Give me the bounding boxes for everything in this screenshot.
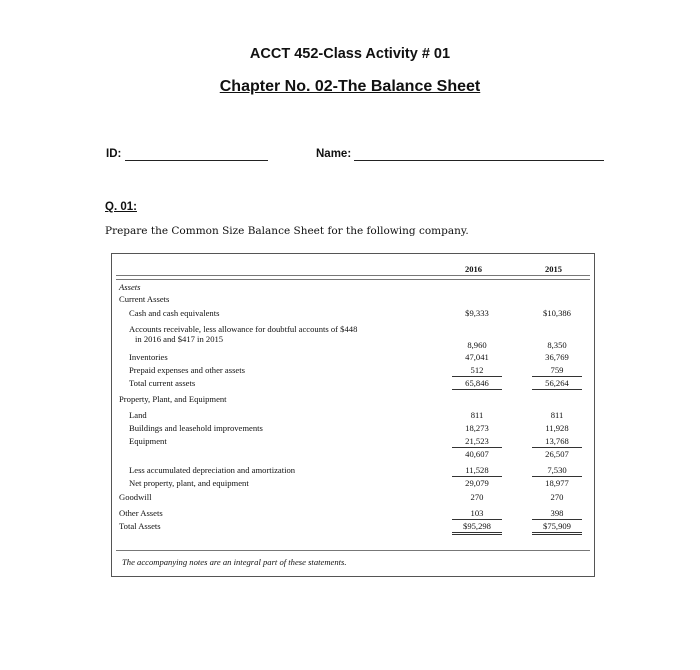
row-label: Total Assets (119, 521, 161, 531)
row-label: Cash and cash equivalents (129, 308, 220, 318)
value-2015: 8,350 (547, 340, 567, 350)
year-header-2016: 2016 (465, 264, 482, 274)
row-label: in 2016 and $417 in 2015 (135, 334, 224, 344)
table-row (112, 340, 594, 351)
row-label: Land (129, 410, 147, 420)
value-2016: 21,523 (452, 436, 502, 448)
name-input-line[interactable] (354, 160, 604, 161)
footer-rule (116, 550, 590, 551)
value-2015: $10,386 (543, 308, 571, 318)
value-2016: 11,528 (452, 465, 502, 477)
table-row (112, 378, 594, 389)
table-row (112, 521, 594, 532)
value-2015: $75,909 (532, 521, 582, 535)
value-2016: 18,273 (465, 423, 489, 433)
table-row (112, 308, 594, 319)
row-label: Property, Plant, and Equipment (119, 394, 227, 404)
row-label: Inventories (129, 352, 168, 362)
table-row (112, 352, 594, 363)
value-2016: 29,079 (465, 478, 489, 488)
year-header-2015: 2015 (545, 264, 562, 274)
value-2016: $95,298 (452, 521, 502, 535)
name-label: Name: (316, 148, 352, 160)
value-2015: 11,928 (545, 423, 569, 433)
table-row (112, 436, 594, 447)
table-row (112, 294, 594, 305)
value-2015: 7,530 (532, 465, 582, 477)
value-2015: 759 (532, 365, 582, 377)
row-label: Other Assets (119, 508, 163, 518)
table-row (112, 492, 594, 503)
row-label: Prepaid expenses and other assets (129, 365, 245, 375)
table-row (112, 449, 594, 460)
value-2015: 13,768 (532, 436, 582, 448)
balance-sheet-statement (111, 253, 595, 577)
value-2015: 36,769 (545, 352, 569, 362)
table-row (112, 508, 594, 519)
value-2015: 811 (550, 410, 564, 420)
header-rule (116, 275, 590, 276)
question-instruction: Prepare the Common Size Balance Sheet for the following company. (105, 225, 469, 237)
row-label: Net property, plant, and equipment (129, 478, 249, 488)
value-2016: 65,846 (452, 378, 502, 390)
table-row (112, 394, 594, 405)
row-label: Buildings and leasehold improvements (129, 423, 263, 433)
value-2016: 103 (452, 508, 502, 520)
id-label: ID: (106, 148, 122, 160)
table-row (112, 282, 594, 293)
row-label: Goodwill (119, 492, 152, 502)
table-row (112, 410, 594, 421)
table-row (112, 423, 594, 434)
value-2016: 47,041 (465, 352, 489, 362)
value-2015: 18,977 (545, 478, 569, 488)
table-row (112, 478, 594, 489)
header-rule-secondary (116, 279, 590, 280)
row-label: Current Assets (119, 294, 170, 304)
id-input-line[interactable] (125, 160, 268, 161)
row-label: Equipment (129, 436, 167, 446)
row-label: Assets (119, 282, 141, 292)
value-2016: 40,607 (465, 449, 489, 459)
value-2016: 8,960 (467, 340, 487, 350)
value-2015: 270 (550, 492, 564, 502)
value-2015: 398 (532, 508, 582, 520)
value-2016: 270 (470, 492, 484, 502)
statement-footnote: The accompanying notes are an integral part of these statements. (122, 557, 347, 567)
value-2015: 26,507 (545, 449, 569, 459)
chapter-heading: Chapter No. 02-The Balance Sheet (219, 78, 481, 95)
question-number: Q. 01: (105, 201, 137, 213)
row-label: Less accumulated depreciation and amortization (129, 465, 296, 475)
value-2016: 811 (470, 410, 484, 420)
value-2016: 512 (452, 365, 502, 377)
value-2016: $9,333 (465, 308, 489, 318)
table-row (112, 465, 594, 476)
row-label: Accounts receivable, less allowance for doubtful accounts of $448 (129, 324, 358, 334)
table-row (112, 365, 594, 376)
value-2015: 56,264 (532, 378, 582, 390)
document-title: ACCT 452-Class Activity # 01 (249, 46, 451, 62)
row-label: Total current assets (129, 378, 196, 388)
